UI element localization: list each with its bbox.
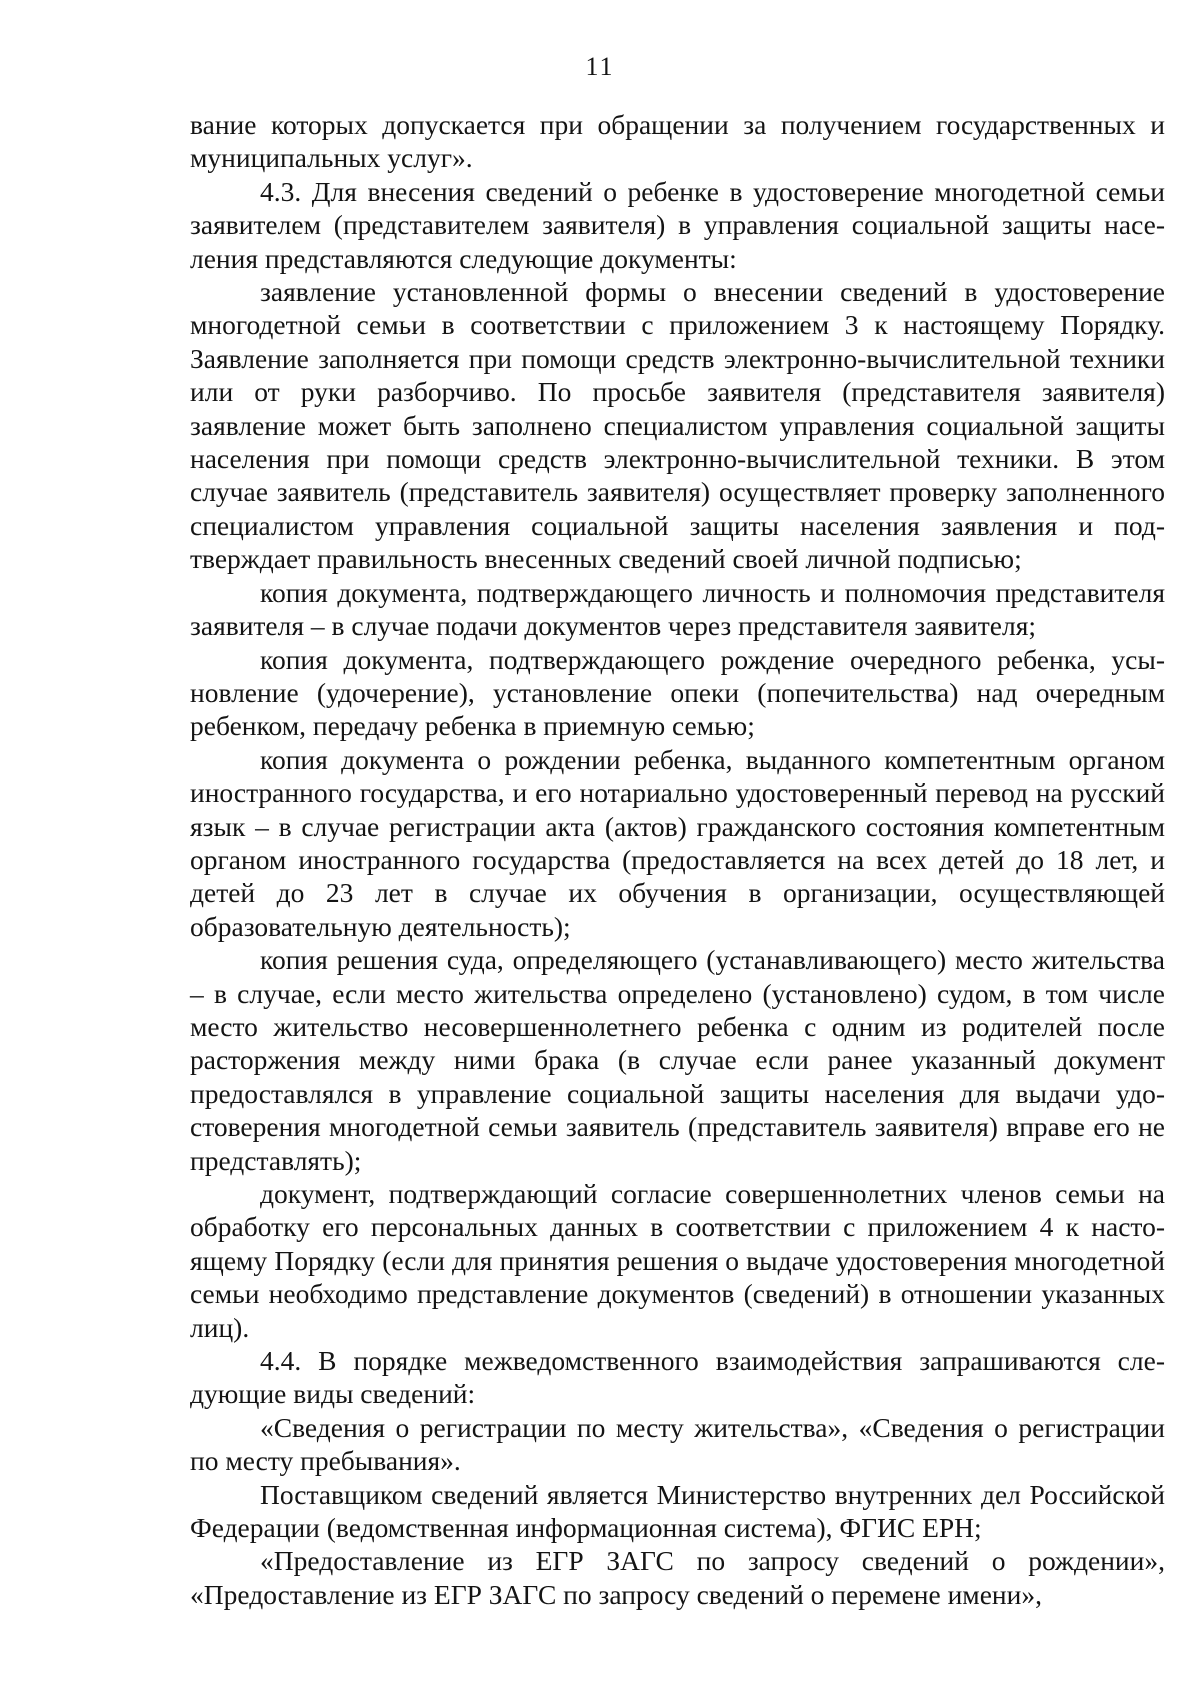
paragraph-birth-document: копия документа, подтверждающего рождение очередного ребенка, усыновление (удочерение), установление опеки (попечительства) над очередным ребенком, передачу ребенка в приемную семью; [190, 643, 1165, 742]
paragraph-registration-info: «Сведения о регистрации по месту жительства», «Сведения о регистрации по месту пребывания». [190, 1411, 1165, 1477]
paragraph-info-provider: Поставщиком сведений является Министерство внутренних дел Российской Федерации (ведомственная информационная система), ФГИС ЕРН; [190, 1478, 1165, 1544]
paragraph-application-form: заявление установленной формы о внесении сведений в удостоверение многодетной семьи в соответствии с приложением 3 к настоящему Порядку. Заявление заполняется при помощи средств электронно-вычислительной техники или от руки разборчиво. По просьбе заявителя (представителя заявителя) заявление может быть заполнено специалистом управления социальной защиты населения при помощи средств электронно-вычислительной техники. В этом случае заявитель (представитель заявителя) осуществляет проверку заполненного специалистом управления социальной защиты населения заявления и подтверждает правильность внесенных сведений своей личной подписью; [190, 276, 1165, 575]
paragraph-court-decision: копия решения суда, определяющего (устанавливающего) место жительства – в случае, если место жительства определено (установлено) судом, в том числе место жительство несовершеннолетнего ребенка с одним из родителей после расторжения между ними брака (в случае если ранее указанный документ предоставлялся в управление социальной защиты населения для выдачи удостоверения многодетной семьи заявитель (представитель заявителя) вправе его не представлять); [190, 944, 1165, 1176]
page-number: 11 [585, 52, 615, 81]
paragraph-zags-requests: «Предоставление из ЕГР ЗАГС по запросу сведений о рождении», «Предоставление из ЕГР ЗАГС по запросу сведений о перемене имени», [190, 1545, 1165, 1610]
paragraph-continuation: вание которых допускается при обращении за получением государственных и муниципальных услуг». [190, 109, 1165, 174]
document-text [190, 108, 1165, 1611]
paragraph-section-4-3: 4.3. Для внесения сведений о ребенке в удостоверение многодетной семьи заявителем (представителем заявителя) в управления социальной защиты населения представляются следующие документы: [190, 175, 1165, 274]
paragraph-representative-id: копия документа, подтверждающего личность и полномочия представителя заявителя – в случае подачи документов через представителя заявителя; [190, 576, 1165, 642]
paragraph-consent-document: документ, подтверждающий согласие совершеннолетних членов семьи на обработку его персональных данных в соответствии с приложением 4 к настоящему Порядку (если для принятия решения о выдаче удостоверения многодетной семьи необходимо представление документов (сведений) в отношении указанных лиц). [190, 1178, 1165, 1343]
paragraph-foreign-birth-document: копия документа о рождении ребенка, выданного компетентным органом иностранного государства, и его нотариально удостоверенный перевод на русский язык – в случае регистрации акта (актов) гражданского состояния компетентным органом иностранного государства (предоставляется на всех детей до 18 лет, и детей до 23 лет в случае их обучения в организации, осуществляющей образовательную деятельность); [190, 743, 1165, 942]
paragraph-section-4-4: 4.4. В порядке межведомственного взаимодействия запрашиваются следующие виды сведений: [190, 1345, 1165, 1410]
